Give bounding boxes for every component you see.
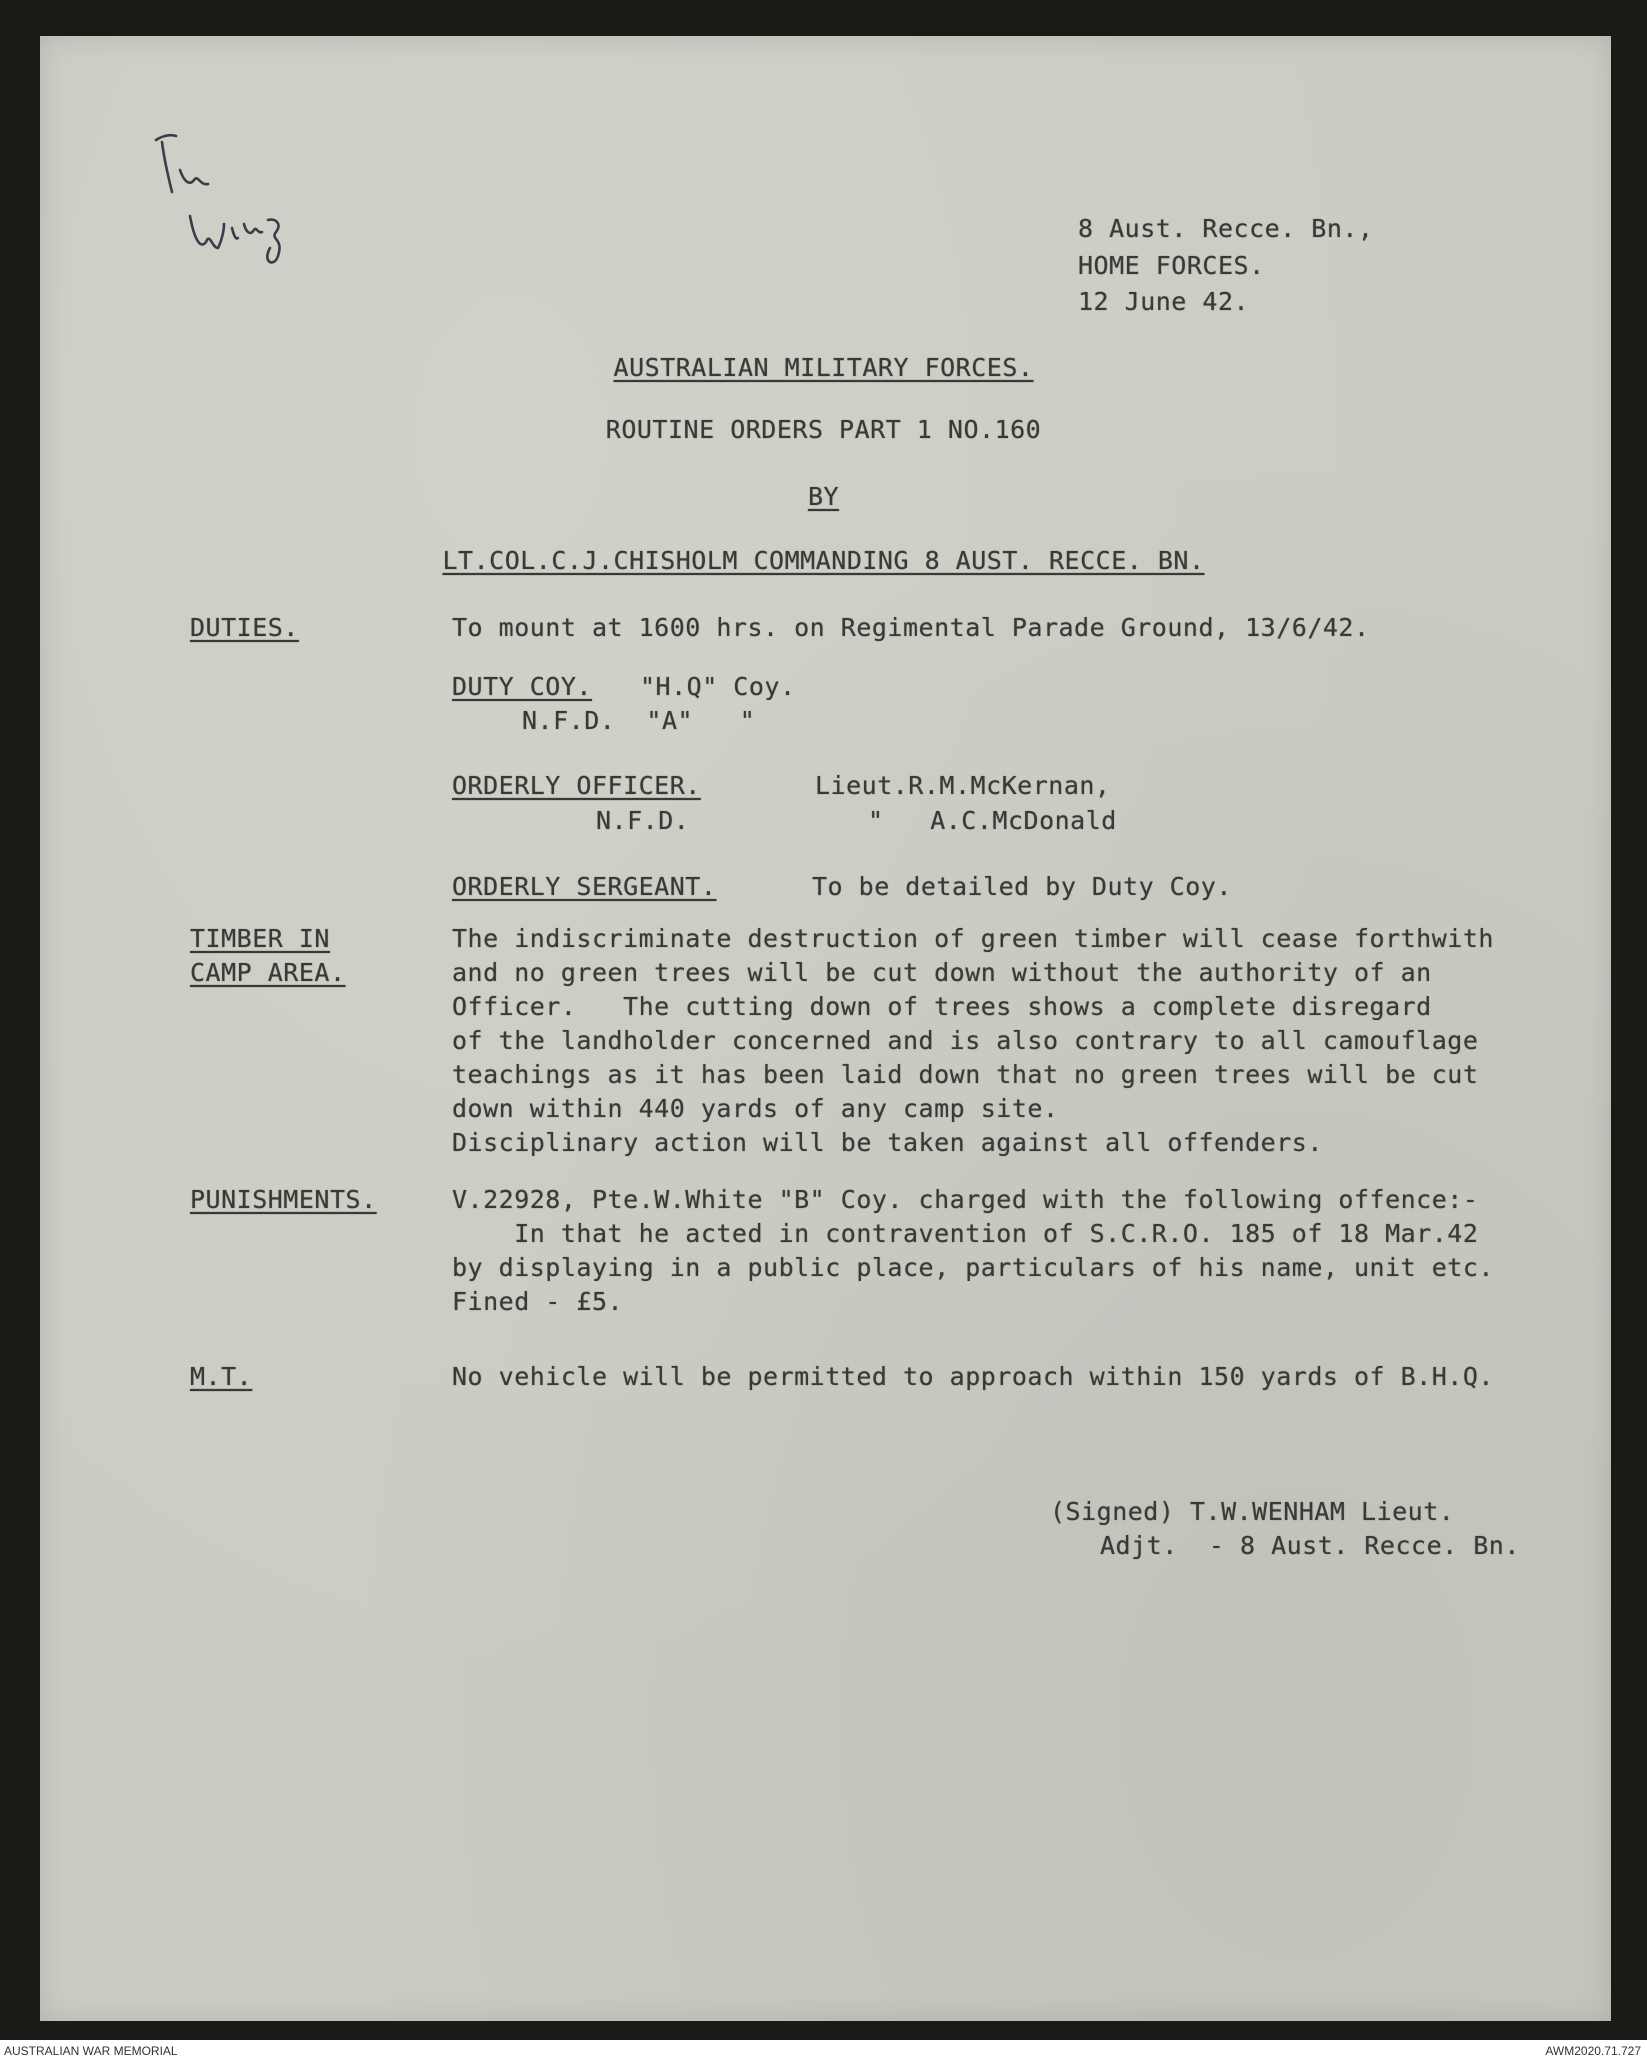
orderly-sergeant-label: ORDERLY SERGEANT. — [452, 872, 717, 901]
footer-institution: AUSTRALIAN WAR MEMORIAL — [4, 2044, 178, 2058]
timber-heading-line2: CAMP AREA. — [190, 958, 346, 987]
duty-coy-value: "H.Q" Coy. — [640, 672, 796, 701]
orderly-officer-label: ORDERLY OFFICER. — [452, 771, 701, 800]
orderly-officer-value: Lieut.R.M.McKernan, — [815, 771, 1111, 800]
signature-line1: (Signed) T.W.WENHAM Lieut. — [1050, 1497, 1455, 1526]
title-commanding: LT.COL.C.J.CHISHOLM COMMANDING 8 AUST. RECCE. BN. — [442, 546, 1205, 575]
duty-coy-label: DUTY COY. — [452, 672, 592, 701]
timber-line: Disciplinary action will be taken against all offenders. — [452, 1128, 1323, 1157]
punishments-heading: PUNISHMENTS. — [190, 1185, 377, 1214]
title-routine-orders: ROUTINE ORDERS PART 1 NO.160 — [605, 415, 1042, 444]
duties-heading: DUTIES. — [190, 613, 299, 642]
timber-heading-line1: TIMBER IN — [190, 924, 330, 953]
timber-line: The indiscriminate destruction of green timber will cease forthwith — [452, 924, 1494, 953]
footer-accession-number: AWM2020.71.727 — [1545, 2044, 1641, 2058]
nfd-officer-label: N.F.D. — [596, 806, 690, 835]
punishment-line: Fined - £5. — [452, 1287, 624, 1316]
header-forces: HOME FORCES. — [1078, 251, 1265, 280]
punishment-line: V.22928, Pte.W.White "B" Coy. charged with the following offence:- — [452, 1185, 1479, 1214]
punishment-line: by displaying in a public place, particulars of his name, unit etc. — [452, 1253, 1494, 1282]
timber-line: down within 440 yards of any camp site. — [452, 1094, 1059, 1123]
timber-line: teachings as it has been laid down that no green trees will be cut — [452, 1060, 1479, 1089]
title-forces: AUSTRALIAN MILITARY FORCES. — [613, 353, 1034, 382]
title-by: BY — [807, 482, 840, 511]
punishment-line: In that he acted in contravention of S.C.R.O. 185 of 18 Mar.42 — [452, 1219, 1479, 1248]
signature-line2: Adjt. - 8 Aust. Recce. Bn. — [1100, 1531, 1520, 1560]
timber-line: and no green trees will be cut down without the authority of an — [452, 958, 1432, 987]
duties-intro: To mount at 1600 hrs. on Regimental Parade Ground, 13/6/42. — [452, 613, 1370, 642]
mt-text: No vehicle will be permitted to approach within 150 yards of B.H.Q. — [452, 1362, 1494, 1391]
mt-heading: M.T. — [190, 1362, 253, 1391]
nfd-coy: N.F.D. "A" " — [522, 706, 756, 735]
header-unit: 8 Aust. Recce. Bn., — [1078, 214, 1374, 243]
timber-line: Officer. The cutting down of trees shows a complete disregard — [452, 992, 1432, 1021]
handwritten-annotation-image — [150, 120, 320, 280]
nfd-officer-value: " A.C.McDonald — [868, 806, 1117, 835]
orderly-sergeant-value: To be detailed by Duty Coy. — [812, 872, 1232, 901]
header-date: 12 June 42. — [1078, 287, 1250, 316]
timber-line: of the landholder concerned and is also contrary to all camouflage — [452, 1026, 1479, 1055]
